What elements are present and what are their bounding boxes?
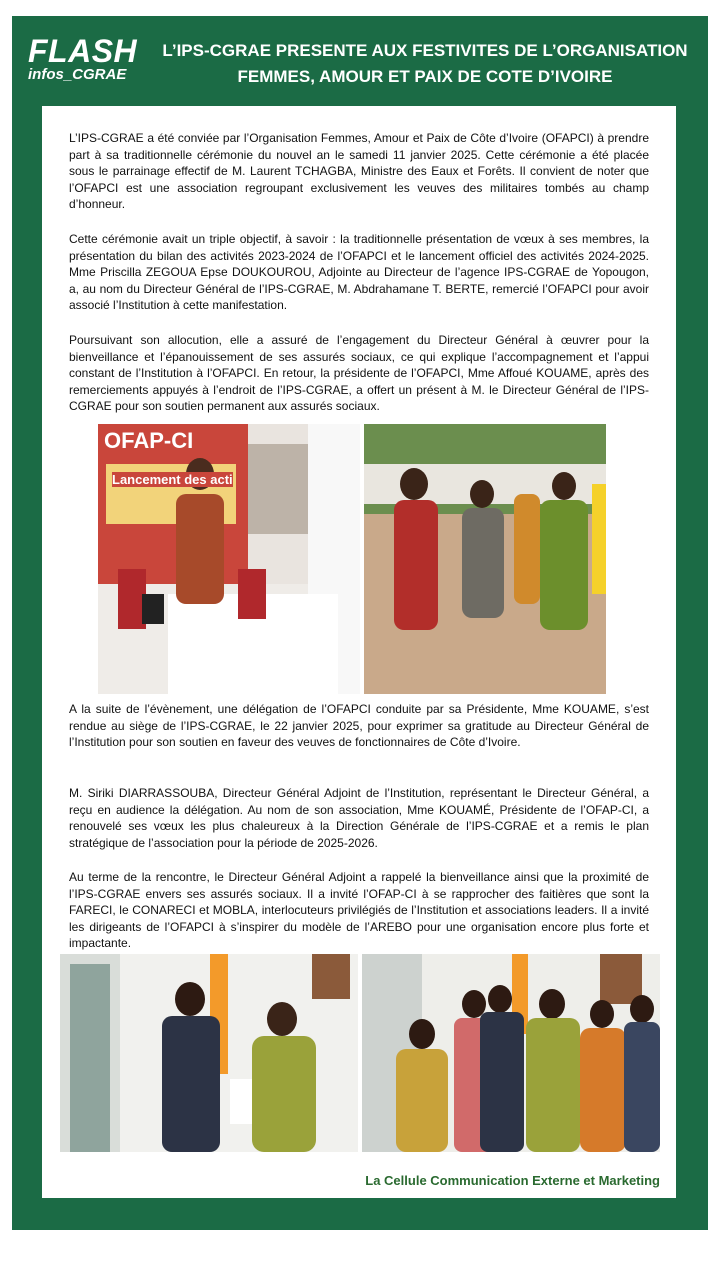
green-frame [12,16,708,1230]
banner-subtitle: Lancement des acti [112,472,233,487]
footer-credit: La Cellule Communication Externe et Marketing [365,1173,660,1188]
page-title [152,38,698,90]
photo-document-handover [60,954,358,1152]
logo-flash: FLASH [28,33,138,69]
photo-delegation-group [362,954,660,1152]
title-line-1: L’IPS-CGRAE PRESENTE AUX FESTIVITES DE L’ORGANISATION [162,41,688,60]
photo-celebration-dance [364,424,606,694]
paragraph-3: Poursuivant son allocution, elle a assuré de l’engagement du Directeur Général à œuvrer pour la bienveillance et l’épanouissement de ses assurés sociaux, ce qui explique l’accompagnement et l’appui constant de l’Institution à l’OFAPCI. En retour, la présidente de l’OFAPCI, Mme Affoué KOUAME, après des remerciements appuyés à l’endroit de l’IPS-CGRAE, a offert un présent à M. le Directeur Général de l’IPS-CGRAE pour son soutien permanent aux assurés sociaux. [69,333,649,414]
flash-infos-logo [28,33,138,84]
paragraph-4: A la suite de l’évènement, une délégation de l’OFAPCI conduite par sa Présidente, Mme KOUAME, s’est rendue au siège de l’IPS-CGRAE, le 22 janvier 2025, pour exprimer sa gratitude au Directeur Général de l’Institution pour son soutien en faveur des veuves de fonctionnaires de Côte d’Ivoire. [69,702,649,750]
title-line-2: FEMMES, AMOUR ET PAIX DE COTE D’IVOIRE [237,67,613,86]
paragraph-5: M. Siriki DIARRASSOUBA, Directeur Général Adjoint de l’Institution, représentant le Directeur Général, a reçu en audience la délégation. Au nom de son association, Mme KOUAMÉ, Présidente de l’OFAP-CI, a renouvelé ses vœux les plus chaleureux à la Direction Générale de l’IPS-CGRAE et a remis le plan stratégique de l’association pour la période de 2025-2026. [69,786,649,850]
paragraph-1: L’IPS-CGRAE a été conviée par l’Organisation Femmes, Amour et Paix de Côte d’Ivoire (OFAPCI) à prendre part à sa traditionnelle cérémonie du nouvel an le samedi 11 janvier 2025. Cette cérémonie a été placée sous le parrainage effectif de M. Laurent TCHAGBA, Ministre des Eaux et Forêts. Il convient de noter que l’OFAPCI est une association regroupant exclusivement les veuves des militaires tombés au champ d’honneur. [69,131,649,212]
paragraph-2: Cette cérémonie avait un triple objectif, à savoir : la traditionnelle présentation de vœux à ses membres, la présentation du bilan des activités 2023-2024 de l’OFAPCI et le lancement officiel des activités 2024-2025. Mme Priscilla ZEGOUA Epse DOUKOUROU, Adjointe au Directeur de l’agence IPS-CGRAE de Yopougon, a, au nom du Directeur Général de l’IPS-CGRAE, M. Abdrahamane T. BERTE, remercié l’OFAPCI pour avoir associé l’Institution à cette manifestation. [69,232,649,313]
article-panel [42,106,676,1198]
logo-infos-cgrae: infos_CGRAE [28,66,127,83]
paragraph-6: Au terme de la rencontre, le Directeur Général Adjoint a rappelé la bienveillance ainsi que la proximité de l’IPS-CGRAE envers ses assurés sociaux. Il a invité l’OFAP-CI à se rapprocher des faitières que sont la FARECI, le CONARECI et MOBLA, interlocuteurs privilégiés de l’Institution et associations leaders. Il a invité les dirigeants de l’OFAPCI à s’inspirer du modèle de l’AREBO pour une organisation encore plus forte et impactante. [69,870,649,951]
photo-ceremony-speaker [98,424,360,694]
banner-title: OFAP-CI [104,428,194,453]
